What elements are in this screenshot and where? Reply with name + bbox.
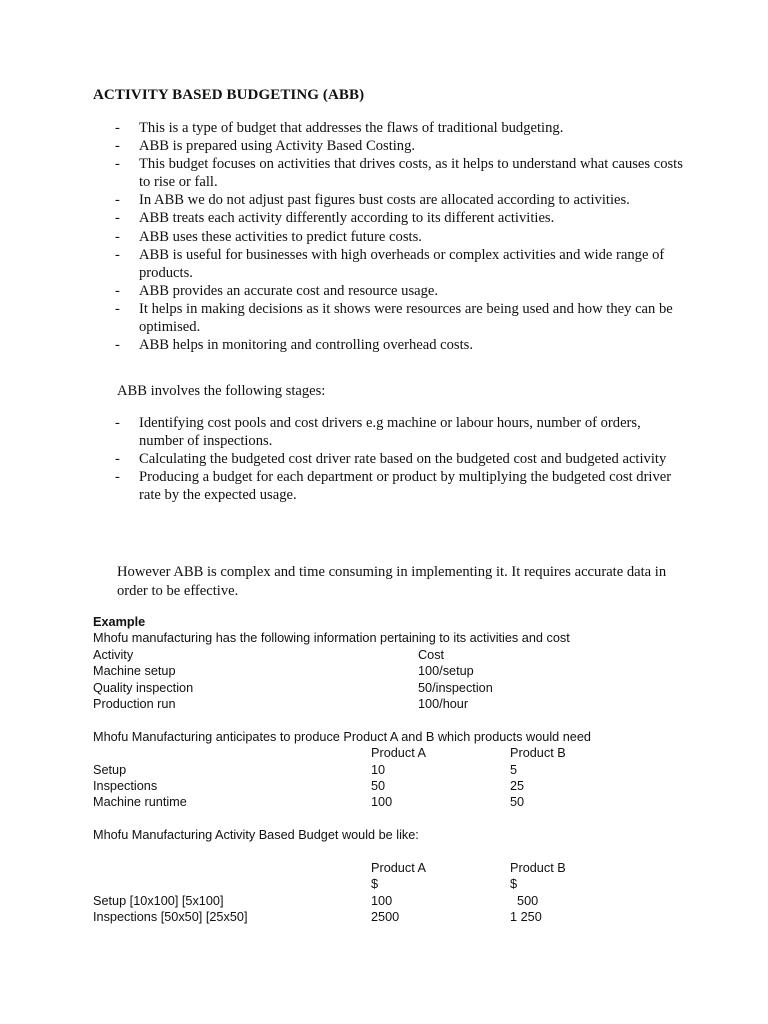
table-header-row (93, 647, 713, 663)
limitations-paragraph: However ABB is complex and time consuming in implementing it. It requires accurate data in order to be effective. (117, 564, 667, 599)
table-row: Inspections 50 25 (93, 778, 525, 793)
list-item: - ABB uses these activities to predict future costs. (115, 228, 422, 245)
example-intro: Mhofu manufacturing has the following information pertaining to its activities and cost (93, 631, 570, 646)
list-item: - Identifying cost pools and cost drivers e.g machine or labour hours, number of orders, number of inspections. (115, 415, 641, 450)
list-item: - In ABB we do not adjust past figures bust costs are allocated according to activities. (115, 192, 630, 209)
header-cost: Cost (418, 647, 445, 662)
table-row: Machine setup 100/setup (93, 664, 474, 679)
abb-stages-list (93, 414, 683, 504)
anticipate-text: Mhofu Manufacturing anticipates to produce Product A and B which products would need (93, 729, 591, 744)
header-activity: Activity (93, 647, 134, 662)
table-row: Machine runtime 100 50 (93, 795, 525, 810)
bullet-dash: - (115, 282, 120, 299)
list-item: - This is a type of budget that addresses the flaws of traditional budgeting. (115, 120, 564, 136)
bullet-dash: - (115, 300, 120, 317)
document-title: ACTIVITY BASED BUDGETING (ABB) (93, 87, 365, 103)
bullet-dash: - (115, 246, 120, 263)
list-item: - Calculating the budgeted cost driver rate based on the budgeted cost and budgeted activity (115, 451, 667, 468)
list-item: - ABB is useful for businesses with high overheads or complex activities and wide range of products. (115, 246, 665, 281)
list-item: - It helps in making decisions as it shows were resources are being used and how they can be optimised. (115, 300, 673, 336)
bullet-dash: - (115, 469, 120, 486)
table-row: Production run 100/hour (93, 696, 469, 711)
stages-intro: ABB involves the following stages: (117, 383, 326, 399)
currency-row: $ $ (371, 877, 518, 892)
bullet-dash: - (115, 228, 120, 245)
example-section (93, 614, 713, 925)
table-header-row: Product A Product B (371, 860, 566, 875)
list-item: - This budget focuses on activities that drives costs, as it helps to understand what causes costs to rise or fall. (115, 156, 683, 191)
bullet-dash: - (115, 415, 120, 431)
example-heading: Example (93, 615, 146, 629)
bullet-dash: - (115, 451, 120, 468)
bullet-dash: - (115, 156, 120, 173)
list-item: - ABB provides an accurate cost and resource usage. (115, 282, 439, 299)
table-row: Inspections [50x50] [25x50] 2500 1 250 (93, 910, 542, 925)
table-row: Setup [10x100] [5x100] 100 500 (93, 893, 539, 908)
bullet-dash: - (115, 210, 120, 227)
bullet-dash: - (115, 120, 120, 136)
list-item: - Producing a budget for each department or product by multiplying the budgeted cost driver rate by the expected usage. (115, 469, 672, 504)
table-header-row: Product A Product B (371, 746, 566, 761)
bullet-dash: - (115, 138, 120, 155)
table-row: Setup 10 5 (93, 762, 518, 777)
bullet-dash: - (115, 192, 120, 209)
list-item: - ABB helps in monitoring and controlling overhead costs. (115, 337, 473, 354)
list-item: - ABB treats each activity differently according to its different activities. (115, 210, 555, 227)
budget-intro: Mhofu Manufacturing Activity Based Budget would be like: (93, 828, 419, 843)
abb-features-list (93, 119, 683, 354)
list-item: - ABB is prepared using Activity Based Costing. (115, 138, 416, 155)
table-row: Quality inspection 50/inspection (93, 680, 493, 695)
bullet-dash: - (115, 337, 120, 354)
